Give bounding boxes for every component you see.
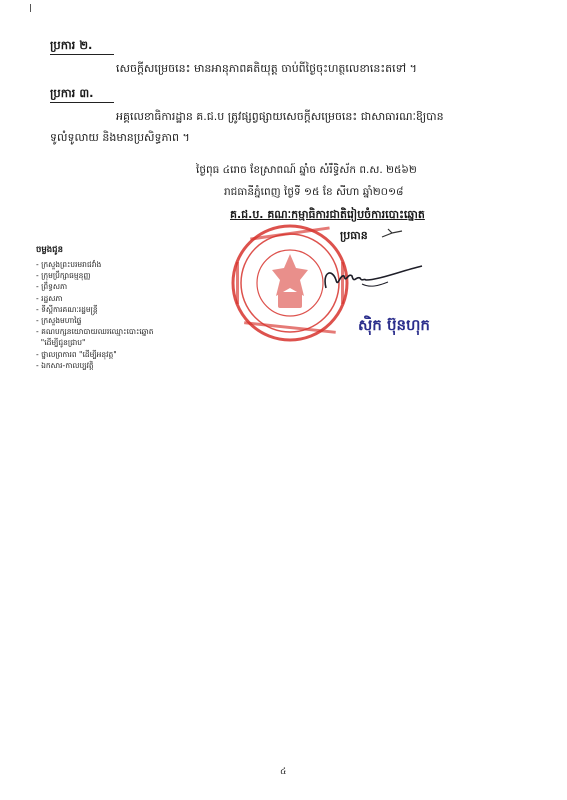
organization-name: គ.ជ.ប. គណៈកម្មាធិការជាតិរៀបចំការបោះឆ្នោត xyxy=(230,208,425,221)
article-2-text: សេចក្តីសម្រេចនេះ មានអានុភាពគតិយុត្ត ចាប់ពីថ្ងៃចុះហត្ថលេខានេះតទៅ ។ xyxy=(116,62,417,75)
cc-header: ចម្លងជូន xyxy=(36,245,63,255)
article-3-underline xyxy=(50,102,114,103)
article-3-text-line2: ទូលំទូលាយ និងមានប្រសិទ្ធភាព ។ xyxy=(50,131,190,144)
signatory-title: ប្រធាន xyxy=(340,229,368,242)
article-2-underline xyxy=(50,54,114,55)
cc-item: "ដើម្បីជូនជ្រាប" xyxy=(36,338,86,348)
cc-item: - ព្រឹទ្ធសភា xyxy=(36,282,68,292)
cc-item: - ទីស្តីការគណៈរដ្ឋមន្ត្រី xyxy=(36,304,98,314)
cc-item: - គណបក្សនយោបាយឈរឈ្មោះបោះឆ្នោត xyxy=(36,327,154,337)
cc-item: - ក្រុមប្រឹក្សាធម្មនុញ្ញ xyxy=(36,271,91,281)
solar-date: រាជធានីភ្នំពេញ ថ្ងៃទី ១៥ ខែ សីហា ឆ្នាំ២០១៨ xyxy=(224,186,404,198)
cc-item: - ក្រសួងព្រះបរមរាជវាំង xyxy=(36,260,102,269)
title-tick-mark xyxy=(380,226,404,245)
corner-mark xyxy=(30,4,31,12)
cc-item: - ថ្នាលព្រការព "ដើម្បីអនុវត្ត" xyxy=(36,349,117,359)
article-3-text-line1: អគ្គលេខាធិការដ្ឋាន គ.ជ.ប ត្រូវផ្សព្វផ្សាយសេចក្តីសម្រេចនេះ ជាសាធារណៈឱ្យបាន xyxy=(116,110,444,123)
article-3-label: ប្រការ ៣. xyxy=(50,86,94,100)
article-2-label: ប្រការ ២. xyxy=(50,38,93,52)
signer-name: ស៊ិក ប៊ុនហុក xyxy=(358,316,430,334)
handwritten-signature xyxy=(318,258,428,302)
cc-item: - ឯកសារ-កាលប្បវត្តិ xyxy=(36,360,94,370)
page-number: ៤ xyxy=(280,767,287,777)
cc-list xyxy=(36,259,154,371)
lunar-date: ថ្ងៃពុធ ៤រោច ខែស្រាពណ៍ ឆ្នាំច សំរឹទ្ធិស័ក ព.ស. ២៥៦២ xyxy=(196,164,417,176)
cc-item: - ក្រសួងមហាផ្ទៃ xyxy=(36,316,82,326)
cc-item: - រដ្ឋសភា xyxy=(36,293,63,303)
